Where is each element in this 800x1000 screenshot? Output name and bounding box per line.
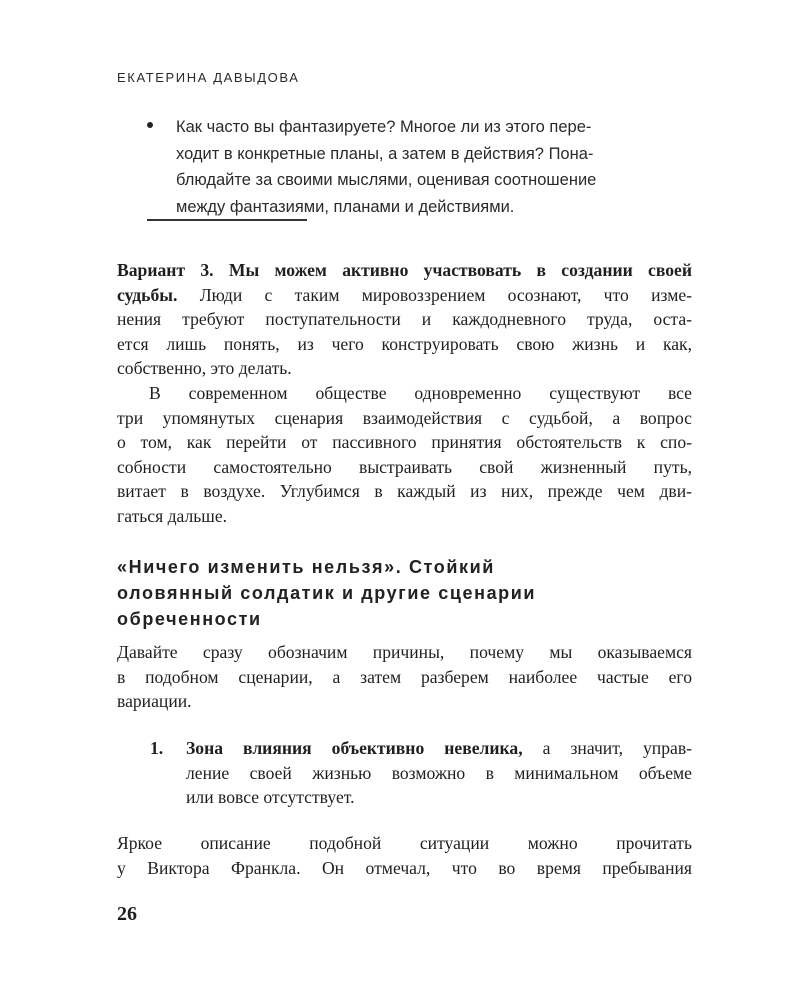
paragraph-line: собности самостоятельно выстраивать свой жизненный путь,	[117, 456, 692, 477]
bullet-list-item	[147, 114, 692, 220]
closing-paragraph	[117, 831, 692, 880]
paragraph-line: или вовсе отсутствует.	[186, 787, 355, 808]
section-heading	[117, 554, 692, 632]
paragraph-line-text: а значит, управ-	[522, 738, 692, 758]
bullet-line: ходит в конкретные планы, а затем в действия? Пона-	[176, 144, 594, 163]
paragraph-line: три упомянутых сценария взаимодействия с судьбой, а вопрос	[117, 407, 692, 428]
variant-3-paragraph	[117, 258, 692, 529]
paragraph-line: вариации.	[117, 691, 192, 712]
paragraph-line: гаться дальше.	[117, 505, 228, 526]
section-heading-line: оловянный солдатик и другие сценарии	[117, 583, 537, 603]
paragraph-line: витает в воздухе. Углубимся в каждый из них, прежде чем дви-	[117, 481, 692, 502]
paragraph-line: собственно, это делать.	[117, 358, 292, 379]
section-heading-line: обреченности	[117, 609, 262, 629]
paragraph-line-text: Люди с таким мировоззрением осознают, что изме-	[177, 284, 692, 305]
paragraph-line: ление своей жизнью возможно в минимальном объеме	[186, 762, 692, 783]
paragraph-line: о том, как перейти от пассивного принятия обстоятельств к спо-	[117, 432, 692, 453]
bullet-line: Как часто вы фантазируете? Многое ли из этого пере-	[176, 118, 592, 136]
bullet-line: блюдайте за своими мыслями, оценивая соотношение	[176, 171, 597, 189]
bullet-text	[176, 114, 692, 220]
paragraph-line: нения требуют поступательности и каждодневного труда, оста-	[117, 309, 692, 330]
paragraph-line	[186, 736, 692, 761]
variant-3-title-end: судьбы.	[117, 284, 178, 305]
paragraph-line	[117, 283, 692, 308]
running-header: ЕКАТЕРИНА ДАВЫДОВА	[117, 70, 300, 85]
bullet-line: между фантазиями, планами и действиями.	[176, 197, 515, 216]
bullet-dot-icon	[147, 122, 153, 128]
paragraph-line: Давайте сразу обозначим причины, почему мы оказываемся	[117, 642, 692, 662]
numbered-list-item	[150, 736, 692, 810]
intro-paragraph	[117, 640, 692, 714]
numbered-item-text	[186, 736, 692, 810]
numbered-item-lead: Зона влияния объективно невелика,	[186, 738, 523, 758]
paragraph-line: В современном обществе одновременно существуют все	[149, 382, 692, 403]
page-number: 26	[117, 903, 137, 925]
divider-rule	[147, 219, 307, 221]
paragraph-line: у Виктора Франкла. Он отмечал, что во время пребывания	[117, 857, 692, 878]
paragraph-line: Яркое описание подобной ситуации можно прочитать	[117, 833, 692, 853]
variant-3-title: Вариант 3. Мы можем активно участвовать в создании своей	[117, 260, 692, 280]
list-number: 1.	[150, 738, 164, 758]
paragraph-line: в подобном сценарии, а затем разберем наиболее частые его	[117, 666, 692, 687]
section-heading-line: «Ничего изменить нельзя». Стойкий	[117, 557, 495, 577]
paragraph-line: ется лишь понять, из чего конструировать свою жизнь и как,	[117, 333, 692, 354]
